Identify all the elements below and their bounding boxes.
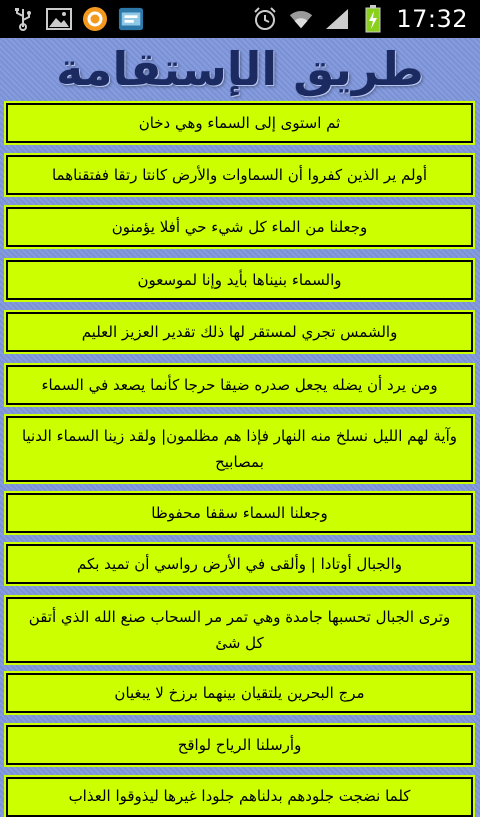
verse-button[interactable]: والسماء بنيناها بأيد وإنا لموسعون [6,260,473,300]
app-notification-icon [82,6,108,32]
alarm-icon [252,6,278,32]
header [0,38,480,100]
page-title: طريق الإستقامة [56,42,424,96]
verse-button[interactable]: ثم استوى إلى السماء وهي دخان [6,103,473,143]
verse-button[interactable]: أولم ير الذين كفروا أن السماوات والأرض كانتا رتقا ففتقناهما [6,155,473,195]
verse-button[interactable]: وآية لهم الليل نسلخ منه النهار فإذا هم مظلمون| ولقد زينا السماء الدنيا بمصابيح [6,416,473,482]
verse-button[interactable]: مرج البحرين يلتقيان بينهما برزخ لا يبغيان [6,673,473,713]
app-notification-icon-2 [118,6,144,32]
verse-button[interactable]: والشمس تجري لمستقر لها ذلك تقدير العزيز العليم [6,312,473,352]
battery-charging-icon [360,6,386,32]
status-bar [0,0,480,38]
gallery-icon [46,6,72,32]
verse-button[interactable]: ومن يرد أن يضله يجعل صدره ضيقا حرجا كأنما يصعد في السماء [6,365,473,405]
verse-button[interactable]: وجعلنا السماء سقفا محفوظا [6,493,473,533]
wifi-icon [288,6,314,32]
verse-button[interactable]: والجبال أوتادا | وألقى في الأرض رواسي أن تميد بكم [6,544,473,584]
usb-icon [10,6,36,32]
signal-icon [324,6,350,32]
verse-button[interactable]: كلما نضجت جلودهم بدلناهم جلودا غيرها ليذوقوا العذاب [6,777,473,817]
verse-button[interactable]: وجعلنا من الماء كل شيء حي أفلا يؤمنون [6,207,473,247]
verse-button[interactable]: وأرسلنا الرياح لواقح [6,725,473,765]
clock: 17:32 [396,5,468,33]
verse-button[interactable]: وترى الجبال تحسبها جامدة وهي تمر مر السحاب صنع الله الذي أتقن كل شئ [6,597,473,663]
